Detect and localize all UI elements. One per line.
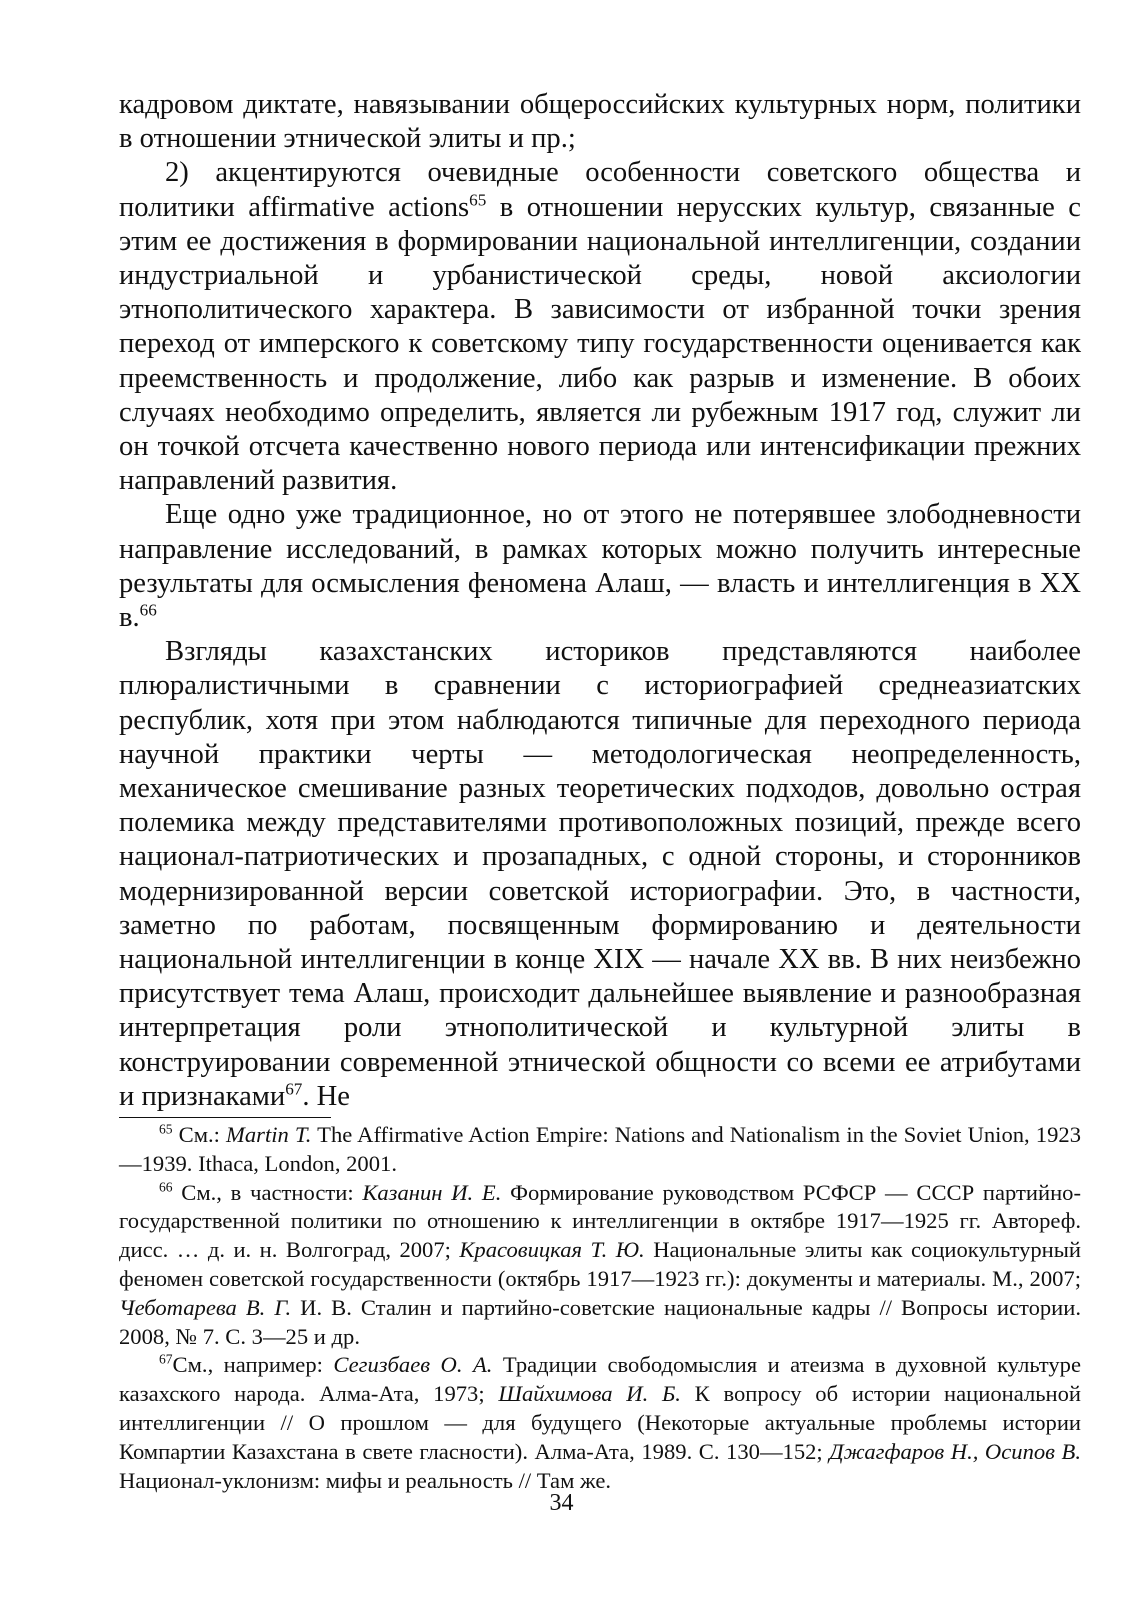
footnote-author: Шайхимова И. Б. bbox=[498, 1381, 681, 1407]
footnote-author: Красовицкая Т. Ю. bbox=[459, 1237, 645, 1263]
main-text bbox=[119, 88, 1081, 1114]
footnote-65: $^{65}$ См.: Martin T. The Affirmative Action Empire: Nations and Nationalism in the Soviet Union, 1923—1939. Ithaca, London, 2001. bbox=[119, 1121, 1081, 1176]
footnote-number: 66 bbox=[159, 1179, 173, 1195]
footnote-66: $^{66}$ См., в частности: Казанин И. Е. Формирование руководством РСФСР — СССР партийно-государственной политики по отношению к интеллигенции в октябре 1917—1925 гг. Автореф. дисс. … д. и. н. Волгоград, 2007; Красовицкая Т. Ю. Национальные элиты как социокультурный феномен советской государственности (октябрь 1917—1923 гг.): документы и материалы. М., 2007; Чеботарева В. Г. И. В. Сталин и партийно-советские национальные кадры // Вопросы истории. 2008, № 7. С. 3—25 и др. bbox=[119, 1179, 1082, 1349]
footnote-number: 67 bbox=[159, 1351, 173, 1367]
paragraph-4: Взгляды казахстанских историков представляются наиболее плюралистичными в сравнении с историографией среднеазиатских республик, хотя при этом наблюдаются типичные для переходного периода научной практики черты — методологическая неопределенность, механическое смешивание разных теоретических подходов, довольно острая полемика между представителями противоположных позиций, прежде всего национал-патриотических и прозападных, с одной стороны, и сторонников модернизированной версии советской историографии. Это, в частности, заметно по работам, посвященным формированию и деятельности национальной интеллигенции в конце XIX — начале XX вв. В них неизбежно присутствует тема Алаш, происходит дальнейшее выявление и разнообразная интерпретация роли этнополитической и культурной элиты в конструировании современной этнической общности со всеми ее атрибутами и признаками$^{67}$. Не bbox=[119, 636, 1081, 1112]
footnote-ref-65[interactable]: 65 bbox=[469, 189, 487, 209]
paragraph-3: Еще одно уже традиционное, но от этого не потерявшее злободневности направление исследований, в рамках которых можно получить интересные результаты для осмысления феномена Алаш, — власть и интеллигенция в XX в.$^{66}$ bbox=[119, 499, 1081, 634]
footnote-author: Чеботарева В. Г. bbox=[119, 1294, 292, 1320]
page-number: 34 bbox=[549, 1490, 574, 1516]
footnotes bbox=[119, 1121, 1081, 1495]
footnote-67: $^{67}$См., например: Сегизбаев О. А. Традиции свободомыслия и атеизма в духовной культуре казахского народа. Алма-Ата, 1973; Шайхимова И. Б. К вопросу об истории национальной интеллигенции // О прошлом — для будущего (Некоторые актуальные проблемы истории Компартии Казахстана в свете гласности). Алма-Ата, 1989. С. 130—152; Джагфаров Н., Осипов В. Национал-уклонизм: мифы и реальность // Там же. bbox=[119, 1351, 1082, 1493]
footnote-separator bbox=[119, 1117, 331, 1118]
footnote-author: Martin T. bbox=[226, 1122, 312, 1147]
footnote-ref-67[interactable]: 67 bbox=[285, 1079, 303, 1099]
paragraph-1: кадровом диктате, навязывании общероссийских культурных норм, политики в отношении этнической элиты и пр.; bbox=[119, 89, 1081, 155]
footnote-author: Сегизбаев О. А. bbox=[333, 1352, 493, 1378]
footnote-ref-66[interactable]: 66 bbox=[139, 600, 157, 620]
paragraph-2: 2) акцентируются очевидные особенности советского общества и политики affirmative actions$^{65}$ в отношении нерусских культур, связанные с этим ее достижения в формировании национальной интеллигенции, создании индустриальной и урбанистической среды, новой аксиологии этнополитического характера. В зависимости от избранной точки зрения переход от имперского к советскому типу государственности оценивается как преемственность и продолжение, либо как разрыв и изменение. В обоих случаях необходимо определить, является ли рубежным 1917 год, служит ли он точкой отсчета качественно нового периода или интенсификации прежних направлений развития. bbox=[119, 157, 1081, 497]
footnote-author: Джагфаров Н., Осипов В. bbox=[829, 1438, 1081, 1464]
footnote-author: Казанин И. Е. bbox=[362, 1179, 502, 1205]
footnote-number: 65 bbox=[159, 1121, 173, 1137]
